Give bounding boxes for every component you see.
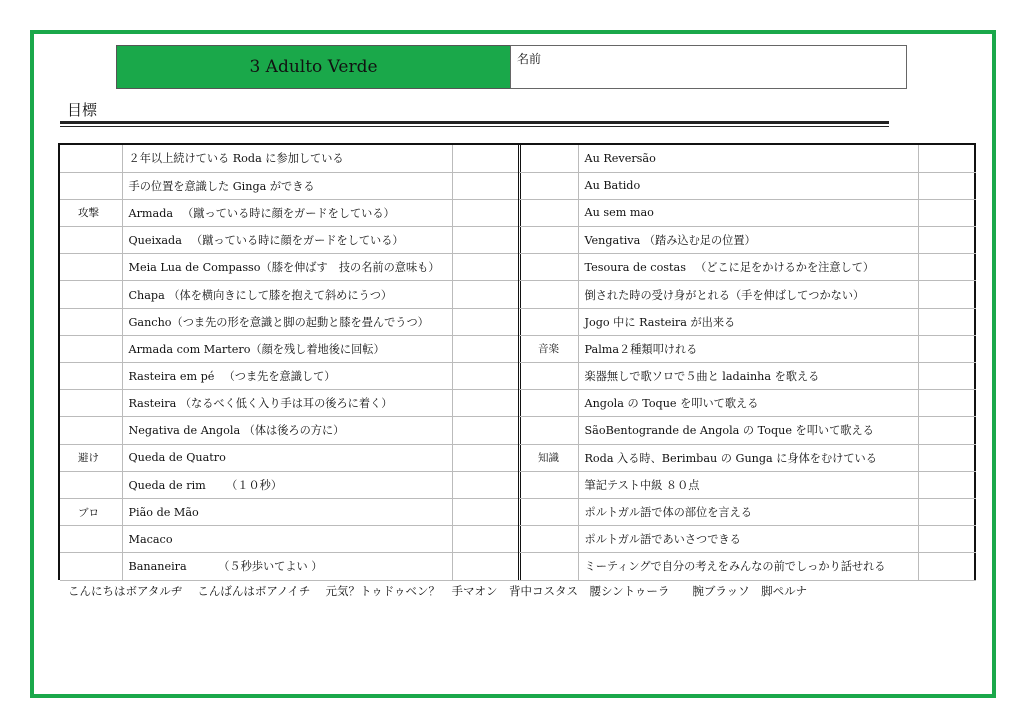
check-cell[interactable]	[918, 335, 976, 362]
right-checklist-row	[520, 227, 976, 254]
check-cell[interactable]	[452, 444, 520, 471]
left-checklist-row	[60, 471, 520, 498]
name-field[interactable]	[510, 45, 907, 89]
right-checklist-row	[520, 281, 976, 308]
skill-cell: Bananeira （５秒歩いてよい ）	[122, 553, 452, 580]
skill-cell: Roda 入る時、Berimbau の Gunga に身体をむけている	[578, 444, 918, 471]
check-cell[interactable]	[452, 417, 520, 444]
check-cell[interactable]	[452, 281, 520, 308]
category-cell	[60, 335, 122, 362]
category-cell	[60, 417, 122, 444]
left-checklist-row	[60, 553, 520, 580]
skill-cell: Au Reversão	[578, 145, 918, 172]
category-cell	[60, 227, 122, 254]
check-cell[interactable]	[452, 471, 520, 498]
left-checklist-row	[60, 254, 520, 281]
skill-cell: ポルトガル語であいさつできる	[578, 526, 918, 553]
check-cell[interactable]	[918, 363, 976, 390]
left-checklist-row	[60, 417, 520, 444]
right-checklist-row	[520, 199, 976, 226]
left-checklist	[60, 145, 520, 581]
category-cell: 避け	[60, 444, 122, 471]
skill-cell: Queda de rim （１０秒）	[122, 471, 452, 498]
category-cell	[520, 417, 578, 444]
skill-cell: ポルトガル語で体の部位を言える	[578, 498, 918, 525]
skill-cell: Queixada （蹴っている時に顔をガードをしている）	[122, 227, 452, 254]
skill-cell: Chapa （体を横向きにして膝を抱えて斜めにうつ）	[122, 281, 452, 308]
right-checklist-row	[520, 308, 976, 335]
category-cell	[60, 281, 122, 308]
check-cell[interactable]	[452, 254, 520, 281]
left-checklist-row	[60, 145, 520, 172]
check-cell[interactable]	[452, 526, 520, 553]
skill-cell: Armada （蹴っている時に顔をガードをしている）	[122, 199, 452, 226]
category-cell	[520, 145, 578, 172]
check-cell[interactable]	[918, 417, 976, 444]
skill-cell: Armada com Martero（顔を残し着地後に回転）	[122, 335, 452, 362]
category-cell	[520, 281, 578, 308]
check-cell[interactable]	[918, 471, 976, 498]
right-checklist-row	[520, 335, 976, 362]
check-cell[interactable]	[918, 254, 976, 281]
left-checklist-row	[60, 281, 520, 308]
check-cell[interactable]	[452, 172, 520, 199]
skill-cell: 楽器無しで歌ソロで５曲と ladainha を歌える	[578, 363, 918, 390]
category-cell	[520, 254, 578, 281]
check-cell[interactable]	[918, 145, 976, 172]
left-checklist-row	[60, 227, 520, 254]
right-checklist-row	[520, 363, 976, 390]
name-label: 名前	[517, 52, 542, 66]
skill-cell: Meia Lua de Compasso（膝を伸ばす 技の名前の意味も）	[122, 254, 452, 281]
skill-cell: ２年以上続けている Roda に参加している	[122, 145, 452, 172]
goal-heading: 目標	[67, 101, 98, 119]
skill-cell: Jogo 中に Rasteira が出来る	[578, 308, 918, 335]
right-checklist-row	[520, 471, 976, 498]
divider-thin	[60, 126, 889, 127]
right-checklist-row	[520, 498, 976, 525]
check-cell[interactable]	[918, 526, 976, 553]
left-checklist-row	[60, 335, 520, 362]
right-checklist-row	[520, 390, 976, 417]
check-cell[interactable]	[452, 199, 520, 226]
left-checklist-row	[60, 308, 520, 335]
check-cell[interactable]	[918, 308, 976, 335]
category-cell: ブロ	[60, 498, 122, 525]
category-cell: 攻撃	[60, 199, 122, 226]
skill-cell: 手の位置を意識した Ginga ができる	[122, 172, 452, 199]
skill-cell: Rasteira （なるべく低く入り手は耳の後ろに着く）	[122, 390, 452, 417]
category-cell	[520, 363, 578, 390]
category-cell	[60, 553, 122, 580]
check-cell[interactable]	[452, 335, 520, 362]
left-checklist-row	[60, 498, 520, 525]
skill-cell: Gancho（つま先の形を意識と脚の起動と膝を畳んでうつ）	[122, 308, 452, 335]
left-checklist-row	[60, 390, 520, 417]
right-checklist	[520, 145, 976, 581]
divider-thick	[60, 121, 889, 124]
category-cell: 知識	[520, 444, 578, 471]
check-cell[interactable]	[918, 444, 976, 471]
skill-cell: Au sem mao	[578, 199, 918, 226]
check-cell[interactable]	[918, 227, 976, 254]
skill-cell: Tesoura de costas （どこに足をかけるかを注意して）	[578, 254, 918, 281]
skill-cell: 倒された時の受け身がとれる（手を伸ばしてつかない）	[578, 281, 918, 308]
right-checklist-row	[520, 254, 976, 281]
skill-cell: Rasteira em pé （つま先を意識して）	[122, 363, 452, 390]
left-checklist-row	[60, 363, 520, 390]
level-title	[116, 45, 511, 89]
check-cell[interactable]	[452, 498, 520, 525]
category-cell	[60, 390, 122, 417]
skill-cell: Angola の Toque を叩いて歌える	[578, 390, 918, 417]
left-checklist-row	[60, 526, 520, 553]
check-cell[interactable]	[452, 390, 520, 417]
check-cell[interactable]	[918, 553, 976, 580]
right-checklist-row	[520, 526, 976, 553]
category-cell	[520, 227, 578, 254]
check-cell[interactable]	[452, 363, 520, 390]
left-checklist-row	[60, 199, 520, 226]
right-checklist-row	[520, 444, 976, 471]
right-checklist-row	[520, 553, 976, 580]
category-cell	[60, 471, 122, 498]
category-cell	[520, 471, 578, 498]
left-checklist-row	[60, 172, 520, 199]
category-cell	[60, 145, 122, 172]
skill-cell: SãoBentogrande de Angola の Toque を叩いて歌える	[578, 417, 918, 444]
checklist-grid	[58, 143, 976, 580]
check-cell[interactable]	[918, 172, 976, 199]
check-cell[interactable]	[452, 553, 520, 580]
check-cell[interactable]	[918, 281, 976, 308]
category-cell	[520, 308, 578, 335]
check-cell[interactable]	[918, 390, 976, 417]
level-title-text: 3 Adulto Verde	[249, 57, 378, 77]
check-cell[interactable]	[452, 308, 520, 335]
right-checklist-row	[520, 417, 976, 444]
category-cell	[60, 254, 122, 281]
right-checklist-row	[520, 145, 976, 172]
check-cell[interactable]	[918, 199, 976, 226]
left-checklist-row	[60, 444, 520, 471]
skill-cell: Macaco	[122, 526, 452, 553]
skill-cell: 筆記テスト中級 ８０点	[578, 471, 918, 498]
category-cell	[520, 526, 578, 553]
right-checklist-row	[520, 172, 976, 199]
category-cell	[520, 172, 578, 199]
footer-vocabulary: こんにちはボアタルヂ こんばんはボアノイチ 元気？トゥドゥベン？ 手マオン 背中コスタス 腰シントゥーラ 腕ブラッソ 脚ペルナ	[68, 584, 808, 598]
category-cell: 音楽	[520, 335, 578, 362]
check-cell[interactable]	[452, 145, 520, 172]
skill-cell: Pião de Mão	[122, 498, 452, 525]
category-cell	[520, 390, 578, 417]
category-cell	[520, 199, 578, 226]
skill-cell: ミーティングで自分の考えをみんなの前でしっかり話せれる	[578, 553, 918, 580]
skill-cell: Negativa de Angola （体は後ろの方に）	[122, 417, 452, 444]
check-cell[interactable]	[918, 498, 976, 525]
category-cell	[60, 363, 122, 390]
check-cell[interactable]	[452, 227, 520, 254]
category-cell	[60, 526, 122, 553]
skill-cell: Palma２種類叩けれる	[578, 335, 918, 362]
category-cell	[520, 498, 578, 525]
skill-cell: Vengativa （踏み込む足の位置）	[578, 227, 918, 254]
category-cell	[60, 172, 122, 199]
category-cell	[520, 553, 578, 580]
skill-cell: Au Batido	[578, 172, 918, 199]
skill-cell: Queda de Quatro	[122, 444, 452, 471]
category-cell	[60, 308, 122, 335]
